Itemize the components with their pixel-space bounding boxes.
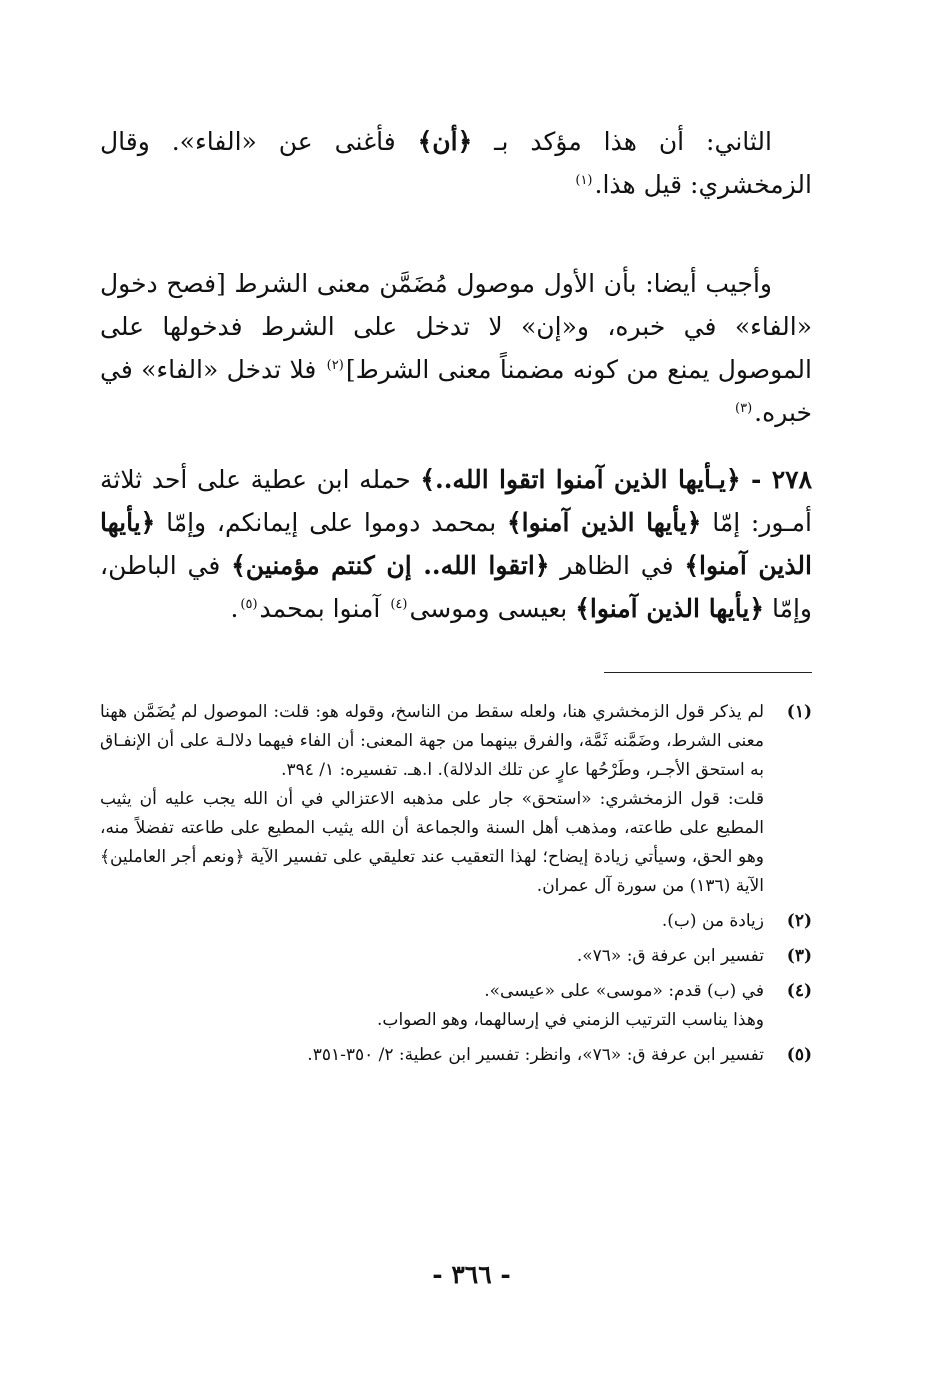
footnote-body bbox=[100, 942, 764, 971]
quran-quote: ﴿يأيها الذين آمنوا﴾ bbox=[100, 508, 812, 580]
sentence-end: . bbox=[230, 594, 239, 623]
footnote-ref-2[interactable]: (٢) bbox=[326, 357, 344, 373]
footnote-number: (١) bbox=[786, 702, 812, 722]
paragraph-also-answered bbox=[100, 262, 812, 434]
footnote-2 bbox=[100, 907, 812, 936]
footnote-text: زيادة من (ب). bbox=[661, 911, 764, 931]
paragraph-text: في الظاهر bbox=[560, 551, 674, 580]
footnote-number: (٤) bbox=[786, 981, 812, 1001]
footnote-ref-5[interactable]: (٥) bbox=[240, 596, 258, 612]
footnotes-section bbox=[100, 698, 812, 1070]
footnote-separator bbox=[604, 672, 812, 673]
paragraph-second-answer bbox=[100, 120, 812, 206]
page-number: - ٣٦٦ - bbox=[432, 1260, 511, 1289]
footnote-body bbox=[100, 1041, 764, 1070]
footnote-text: وهذا يناسب الترتيب الزمني في إرسالهما، وهو الصواب. bbox=[377, 1010, 764, 1030]
paragraph-text: آمنوا بمحمد bbox=[259, 594, 381, 623]
footnote-text: في (ب) قدم: «موسى» على «عيسى». bbox=[484, 981, 764, 1001]
quran-quote: ﴿اتقوا الله.. إن كنتم مؤمنين﴾ bbox=[231, 551, 550, 580]
paragraph-text: وأجيب أيضا: بأن الأول موصول مُضَمَّن معنى الشرط [فصح دخول «الفاء» في خبره، و«إن» لا تدخل على الشرط فدخولها على الموصول يمنع من كونه مضمناً معنى الشرط] bbox=[100, 269, 812, 384]
paragraph-text: في الباطن، وإمّا bbox=[100, 551, 812, 623]
footnote-text: تفسير ابن عرفة ق: «٧٦»، وانظر: تفسير ابن عطية: ٢/ ٣٥٠-٣٥١. bbox=[307, 1045, 764, 1065]
paragraph-text: بمحمد دوموا على إيمانكم، وإمّا bbox=[166, 508, 497, 537]
verse-heading: ٢٧٨ - ﴿يـأيها الذين آمنوا اتقوا الله..﴾ bbox=[420, 465, 813, 494]
footnote-number: (٢) bbox=[786, 911, 812, 931]
paragraph-text: فلا تدخل «الفاء» في خبره. bbox=[100, 355, 812, 427]
footnote-number: (٥) bbox=[786, 1045, 812, 1065]
quran-quote: ﴿يأيها الذين آمنوا﴾ bbox=[507, 508, 702, 537]
footnote-text: لم يذكر قول الزمخشري هنا، ولعله سقط من الناسخ، وقوله هو: قلت: الموصول لم يُضَمَّن ههنا معنى الشرط، وضَمَّنه ثَمَّة، والفرق بينهما من جهة المعنى: أن الفاء فيهما دلالـة على أن الإنفـاق به استحق الأجـر، وطَرْحُها عارٍ عن تلك الدلالة). ا.هـ. تفسيره: ١/ ٣٩٤. bbox=[100, 702, 764, 780]
paragraph-verse-278 bbox=[100, 458, 812, 630]
quran-quote: ﴿أن﴾ bbox=[417, 127, 473, 156]
paragraph-text: الثاني: أن هذا مؤكد بـ bbox=[494, 127, 772, 156]
footnote-ref-1[interactable]: (١) bbox=[575, 172, 593, 188]
footnote-3 bbox=[100, 942, 812, 971]
footnote-ref-4[interactable]: (٤) bbox=[390, 596, 408, 612]
quran-quote: ﴿يأيها الذين آمنوا﴾ bbox=[575, 594, 765, 623]
footnote-number: (٣) bbox=[786, 946, 812, 966]
footnote-1 bbox=[100, 698, 812, 901]
paragraph-text: فأغنى عن «الفاء». وقال الزمخشري: قيل هذا. bbox=[100, 127, 812, 199]
footnote-body bbox=[100, 977, 764, 1035]
footnote-5 bbox=[100, 1041, 812, 1070]
footnote-text: قلت: قول الزمخشري: «استحق» جار على مذهبه الاعتزالي في أن الله يجب عليه أن يثيب المطيع على طاعته، ومذهب أهل السنة والجماعة أن الله يثيب المطيع على طاعته تفضلاً منه، وهو الحق، وسيأتي زيادة إيضاح؛ لهذا التعقيب عند تعليقي على تفسير الآية ﴿ونعم أجر العاملين﴾ الآية (١٣٦) من سورة آل عمران. bbox=[100, 789, 764, 896]
footnote-body bbox=[100, 698, 764, 901]
paragraph-text: حمله ابن عطية على أحد ثلاثة أمـور: إمّا bbox=[100, 465, 812, 537]
paragraph-text: بعيسى وموسى bbox=[409, 594, 568, 623]
footnote-text: تفسير ابن عرفة ق: «٧٦». bbox=[576, 946, 764, 966]
footnote-ref-3[interactable]: (٣) bbox=[735, 400, 753, 416]
footnote-body bbox=[100, 907, 764, 936]
footnote-4 bbox=[100, 977, 812, 1035]
